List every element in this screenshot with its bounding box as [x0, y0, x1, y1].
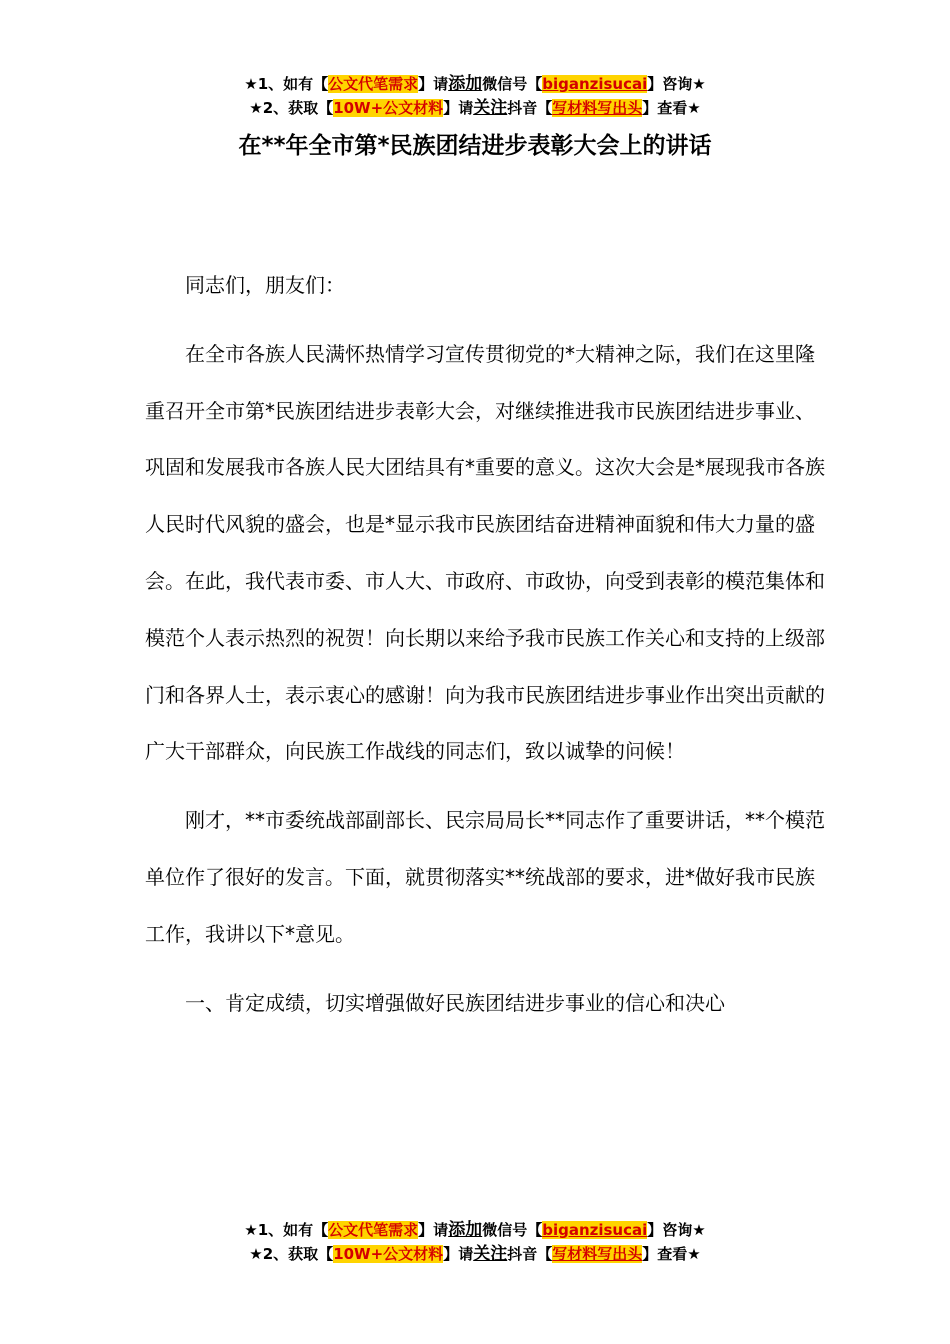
wechat-id[interactable]: biganzisucai [542, 75, 648, 93]
footer-line-1: ★1、如有【公文代笔需求】请添加微信号【biganzisucai】咨询★ [244, 1220, 706, 1240]
materials-highlight: 10W+公文材料 [333, 99, 444, 117]
douyin-account[interactable]: 写材料写出头 [552, 1245, 643, 1263]
header-line-1: ★1、如有【公文代笔需求】请添加微信号【biganzisucai】咨询★ [244, 74, 706, 94]
wechat-id[interactable]: biganzisucai [542, 1221, 648, 1239]
header-line-2: ★2、获取【10W+公文材料】请关注抖音【写材料写出头】查看★ [249, 98, 701, 118]
document-body [145, 257, 831, 1031]
document-title: 在**年全市第*民族团结进步表彰大会上的讲话 [238, 133, 712, 159]
douyin-account[interactable]: 写材料写出头 [552, 99, 643, 117]
salutation: 同志们，朋友们： [185, 273, 345, 297]
paragraph-2: 刚才，**市委统战部副部长、民宗局局长**同志作了重要讲话，**个模范单位作了很好的发言。下面，就贯彻落实**统战部的要求，进*做好我市民族工作，我讲以下*意见。 [145, 808, 825, 946]
paragraph-1: 在全市各族人民满怀热情学习宣传贯彻党的*大精神之际，我们在这里隆重召开全市第*民族团结进步表彰大会，对继续推进我市民族团结进步事业、巩固和发展我市各族人民大团结具有*重要的意义。这次大会是*展现我市各族人民时代风貌的盛会，也是*显示我市民族团结奋进精神面貌和伟大力量的盛会。在此，我代表市委、市人大、市政府、市政协，向受到表彰的模范集体和模范个人表示热烈的祝贺！向长期以来给予我市民族工作关心和支持的上级部门和各界人士，表示衷心的感谢！向为我市民族团结进步事业作出突出贡献的广大干部群众，向民族工作战线的同志们，致以诚挚的问候！ [145, 341, 825, 764]
footer-line-2: ★2、获取【10W+公文材料】请关注抖音【写材料写出头】查看★ [249, 1244, 701, 1264]
materials-highlight: 10W+公文材料 [333, 1245, 444, 1263]
footer-banner [0, 1218, 950, 1266]
service-highlight: 公文代笔需求 [328, 75, 419, 93]
service-highlight: 公文代笔需求 [328, 1221, 419, 1239]
section-heading-1: 一、肯定成绩，切实增强做好民族团结进步事业的信心和决心 [185, 990, 725, 1015]
header-banner [0, 72, 950, 120]
